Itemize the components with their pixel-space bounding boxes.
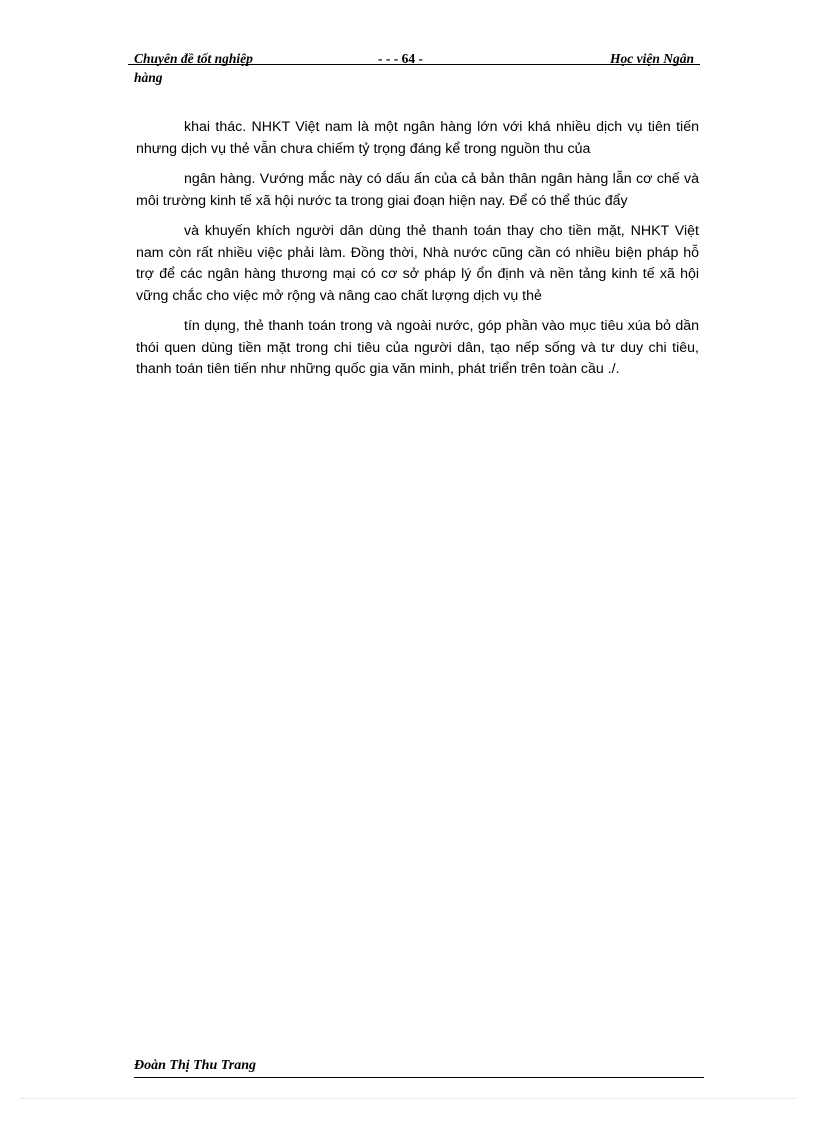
footer-rule (134, 1077, 704, 1078)
header-page-number: - - - 64 - (378, 51, 423, 66)
paragraph-3: và khuyến khích người dân dùng thẻ thanh toán thay cho tiền mặt, NHKT Việt nam còn rất nhiều việc phải làm. Đồng thời, Nhà nước cũng cần có nhiều biện pháp hỗ trợ để các ngân hàng thương mại có cơ sở pháp lý ổn định và nền tảng kinh tế xã hội vững chắc cho việc mở rộng và nâng cao chất lượng dịch vụ thẻ (136, 223, 699, 304)
paragraph-4: tín dụng, thẻ thanh toán trong và ngoài nước, góp phần vào mục tiêu xúa bỏ dần thói quen dùng tiền mặt trong chi tiêu của người dân, tạo nếp sống và tư duy chi tiêu, thanh toán tiên tiến như những quốc gia văn minh, phát triển trên toàn cầu ./. (136, 318, 699, 377)
header-institution-continuation: hàng (134, 70, 163, 85)
header-institution: Học viện Ngân (610, 51, 694, 66)
header-rule (128, 64, 700, 65)
page-bottom-dotted-line (20, 1098, 796, 1099)
document-body (136, 117, 699, 390)
footer-author: Đoàn Thị Thu Trang (134, 1058, 257, 1073)
paragraph-2: ngân hàng. Vướng mắc này có dấu ấn của cả bản thân ngân hàng lẫn cơ chế và môi trường kinh tế xã hội nước ta trong giai đoạn hiện nay. Để có thể thúc đẩy (136, 171, 699, 209)
header-document-title: Chuyên đề tốt nghiệp (134, 51, 253, 66)
paragraph-1: khai thác. NHKT Việt nam là một ngân hàng lớn với khá nhiều dịch vụ tiên tiến nhưng dịch vụ thẻ vẫn chưa chiếm tỷ trọng đáng kể trong nguồn thu của (136, 119, 699, 157)
